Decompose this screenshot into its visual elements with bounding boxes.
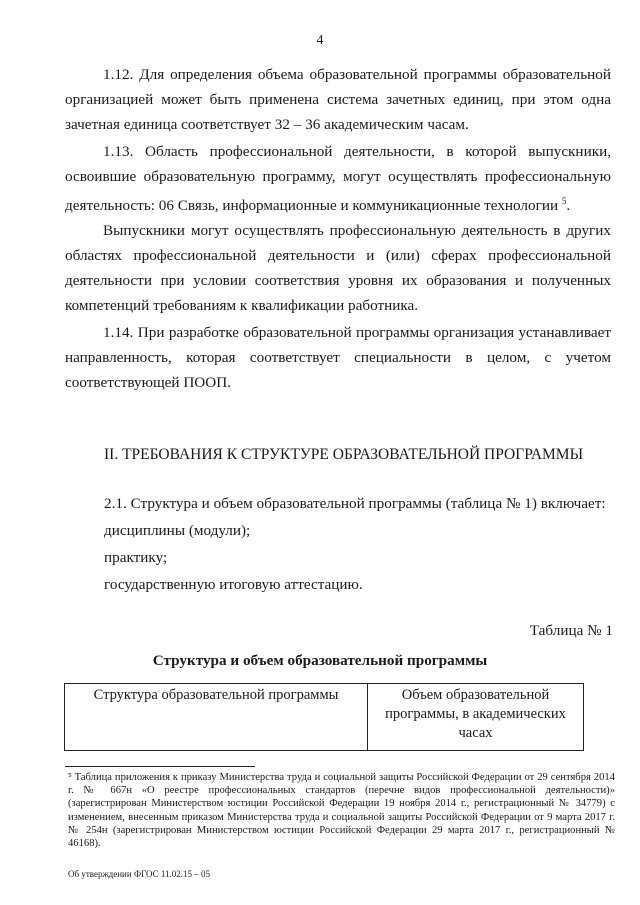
paragraph-1-13-end: . [566,197,571,215]
paragraph-1-13-text: 1.13. Область профессиональной деятельности, в которой выпускники, освоившие образовательную программу, могут осуществлять профессиональную деятельность: 06 Связь, информационные и коммуникационные технологии [65,143,611,215]
list-item-practice: практику; [104,549,168,566]
footnote-ref: 5 [561,196,567,206]
paragraph-2-1: 2.1. Структура и объем образовательной программы (таблица № 1) включает: [104,495,606,512]
table-header-volume: Объем образовательной программы, в академических часах [368,684,584,751]
paragraph-graduates: Выпускники могут осуществлять профессиональную деятельность в других областях профессиональной деятельности и (или) сферах профессиональной деятельности при условии соответствия уровня их образования и полученных компетенций требованиям к квалификации работника. [65,222,611,314]
page-number: 4 [316,33,324,48]
table-title: Структура и объем образовательной программы [152,652,488,669]
structure-table [64,683,584,751]
table-header-structure: Структура образовательной программы [65,684,368,751]
paragraph-1-13 [65,139,611,218]
paragraph-1-14: 1.14. При разработке образовательной программы организация устанавливает направленность, которая соответствует специальности в целом, с учетом соответствующей ПООП. [65,324,611,391]
footnote-separator [65,766,255,767]
table-label: Таблица № 1 [529,622,613,639]
table-header-row [65,684,584,751]
list-item-disciplines: дисциплины (модули); [104,522,251,539]
footnote: ⁵ Таблица приложения к приказу Министерства труда и социальной защиты Российской Федерации от 29 сентября 2014 г. № 667н «О реестре профессиональных стандартов (перечне видов профессиональной деятельности)» (зарегистрирован Министерством юстиции Российской Федерации 19 ноября 2014 г., регистрационный № 34779) с изменением, внесенным приказом Министерства труда и социальной защиты Российской Федерации от 9 марта 2017 г. № 254н (зарегистрирован Министерством юстиции Российской Федерации 29 марта 2017 г., регистрационный № 46168). [68,772,615,850]
list-item-attestation: государственную итоговую аттестацию. [104,576,363,593]
page-footer: Об утверждении ФГОС 11.02.15 – 05 [68,869,211,879]
paragraph-1-12: 1.12. Для определения объема образовательной программы образовательной организацией может быть применена система зачетных единиц, при этом одна зачетная единица соответствует 32 – 36 академическим часам. [65,66,611,133]
section-heading: II. ТРЕБОВАНИЯ К СТРУКТУРЕ ОБРАЗОВАТЕЛЬНОЙ ПРОГРАММЫ [104,446,584,463]
